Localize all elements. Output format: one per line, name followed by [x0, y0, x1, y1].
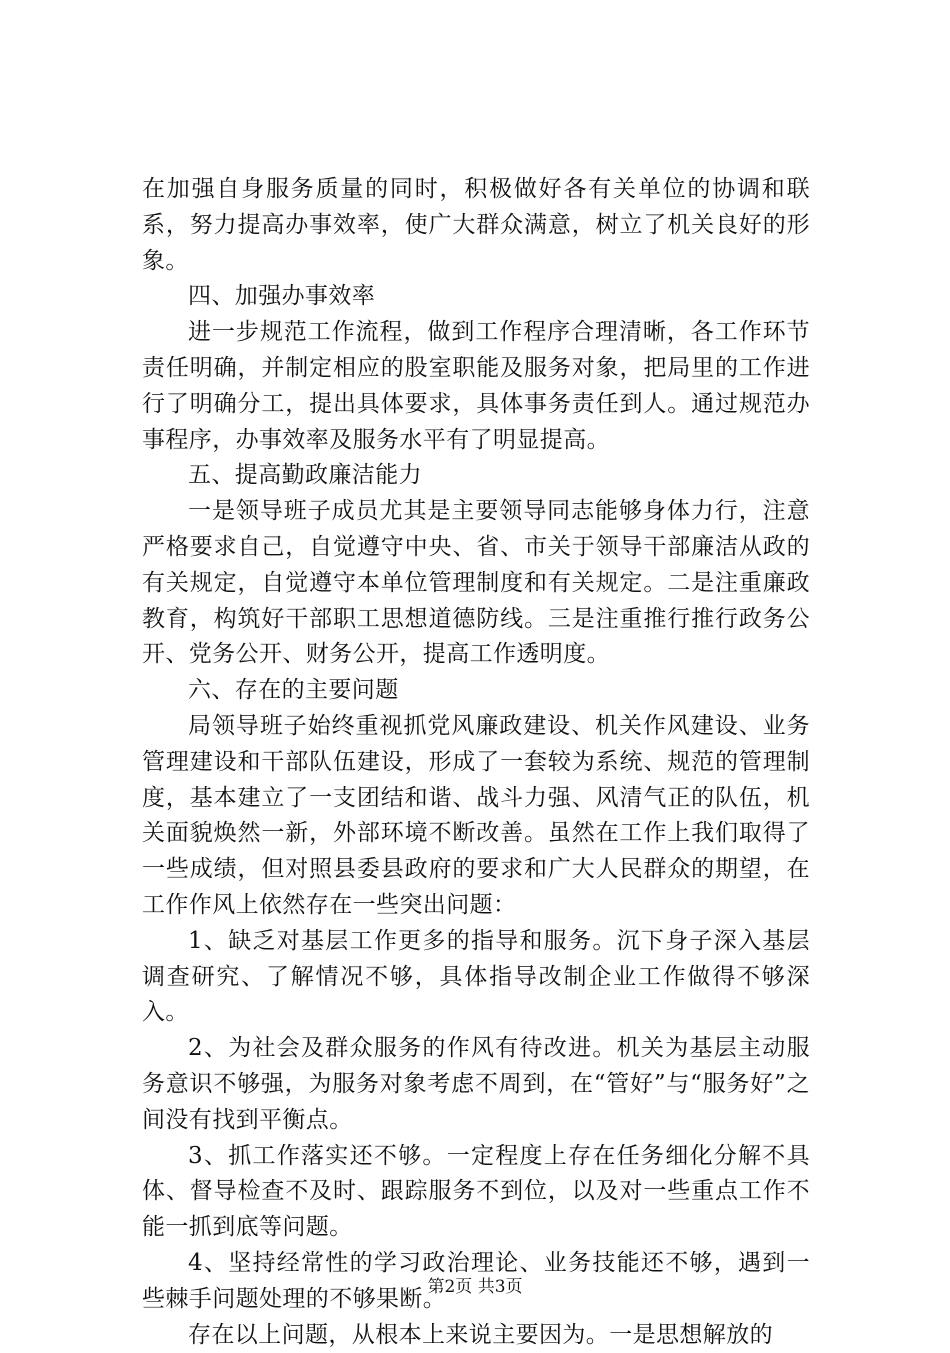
section-heading: 四、加强办事效率: [142, 279, 810, 315]
list-item: 3、抓工作落实还不够。一定程度上存在任务细化分解不具体、督导检查不及时、跟踪服务不到位，以及对一些重点工作不能一抓到底等问题。: [142, 1139, 810, 1246]
list-item: 4、坚持经常性的学习政治理论、业务技能还不够，遇到一些棘手问题处理的不够果断。: [142, 1246, 810, 1318]
paragraph: 一是领导班子成员尤其是主要领导同志能够身体力行，注意严格要求自己，自觉遵守中央、省、市关于领导干部廉洁从政的有关规定，自觉遵守本单位管理制度和有关规定。二是注重廉政教育，构筑好干部职工思想道德防线。三是注重推行推行政务公开、党务公开、财务公开，提高工作透明度。: [142, 494, 810, 673]
page-number-footer: 第2页 共3页: [0, 1272, 950, 1297]
list-item: 2、为社会及群众服务的作风有待改进。机关为基层主动服务意识不够强，为服务对象考虑不周到，在“管好”与“服务好”之间没有找到平衡点。: [142, 1031, 810, 1138]
paragraph: 局领导班子始终重视抓党风廉政建设、机关作风建设、业务管理建设和干部队伍建设，形成了一套较为系统、规范的管理制度，基本建立了一支团结和谐、战斗力强、风清气正的队伍，机关面貌焕然一新，外部环境不断改善。虽然在工作上我们取得了一些成绩，但对照县委县政府的要求和广大人民群众的期望，在工作作风上依然存在一些突出问题：: [142, 709, 810, 924]
paragraph: 在加强自身服务质量的同时，积极做好各有关单位的协调和联系，努力提高办事效率，使广大群众满意，树立了机关良好的形象。: [142, 172, 810, 279]
paragraph: 存在以上问题，从根本上来说主要因为。一是思想解放的: [142, 1318, 810, 1353]
list-item: 1、缺乏对基层工作更多的指导和服务。沉下身子深入基层调查研究、了解情况不够，具体指导改制企业工作做得不够深入。: [142, 924, 810, 1031]
section-heading: 五、提高勤政廉洁能力: [142, 458, 810, 494]
section-heading: 六、存在的主要问题: [142, 673, 810, 709]
document-body: [142, 172, 810, 1353]
paragraph: 进一步规范工作流程，做到工作程序合理清晰，各工作环节责任明确，并制定相应的股室职能及服务对象，把局里的工作进行了明确分工，提出具体要求，具体事务责任到人。通过规范办事程序，办事效率及服务水平有了明显提高。: [142, 315, 810, 458]
